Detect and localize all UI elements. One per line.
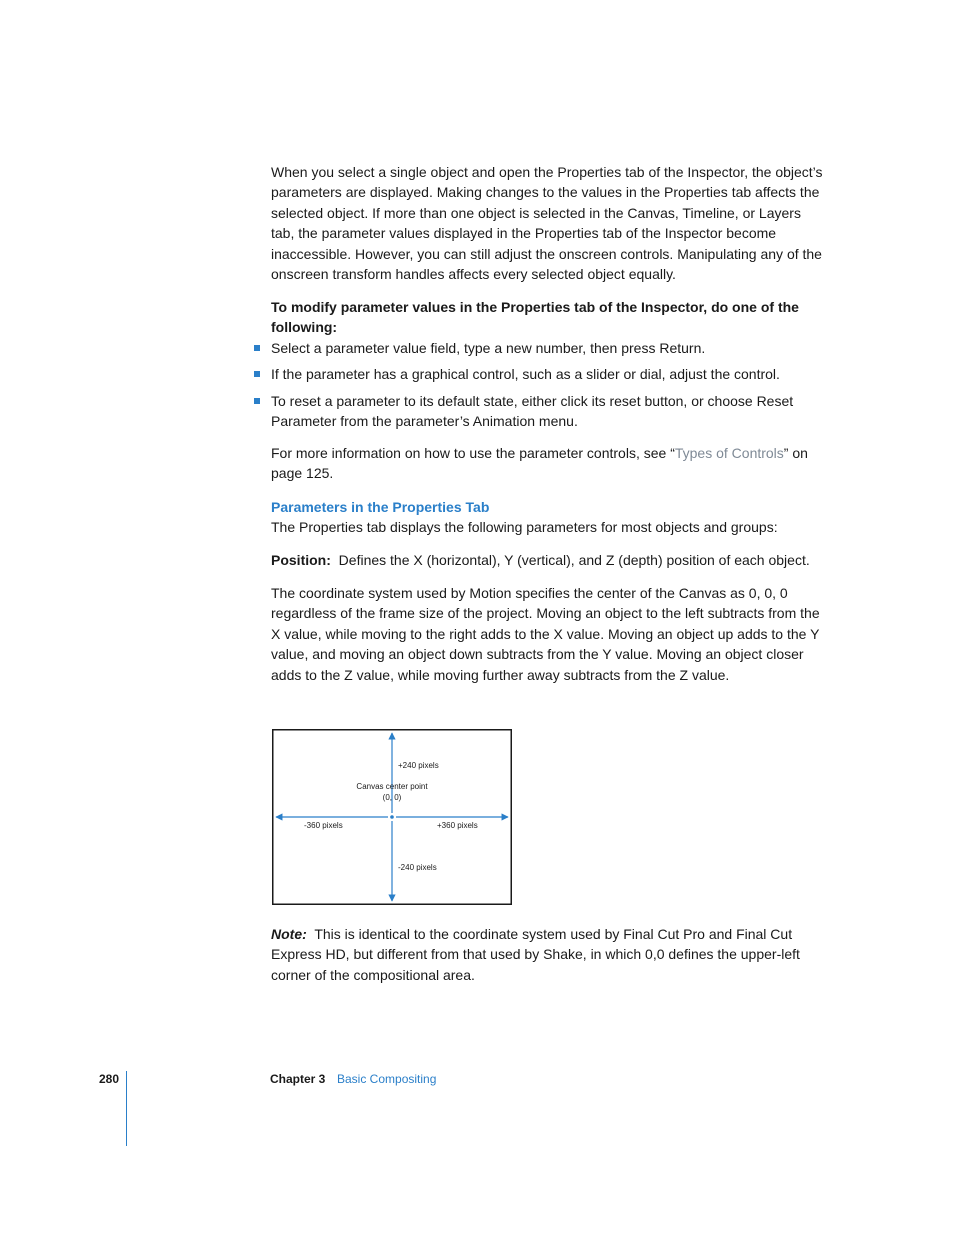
position-term: Position:: [271, 552, 331, 568]
label-center-title: Canvas center point: [356, 782, 428, 791]
task-heading: To modify parameter values in the Properties tab of the Inspector, do one of the following:: [271, 299, 799, 336]
more-info-after: ” on page 125.: [271, 445, 808, 482]
note-text: This is identical to the coordinate system used by Final Cut Pro and Final Cut Express HD, but different from that used by Shake, in which 0,0 defines the upper-left corner of the compositional area.: [271, 926, 800, 983]
more-info-before: For more information on how to use the parameter controls, see “: [271, 445, 675, 461]
label-center-coords: (0, 0): [382, 793, 402, 802]
position-text: Defines the X (horizontal), Y (vertical), and Z (depth) position of each object.: [338, 552, 810, 568]
footer-chapter-title: Basic Compositing: [337, 1072, 437, 1086]
label-left: -360 pixels: [304, 821, 343, 830]
position-definition: [271, 550, 823, 570]
bullet-text: To reset a parameter to its default state, either click its reset button, or choose Reset Parameter from the parameter’s Animation menu.: [271, 393, 794, 430]
bullet-square-icon: [254, 398, 260, 404]
bullet-square-icon: [254, 371, 260, 377]
section-intro: The Properties tab displays the following parameters for most objects and groups:: [271, 519, 778, 535]
center-point: [390, 815, 394, 819]
coordinate-diagram: [272, 729, 512, 905]
bullet-square-icon: [254, 345, 260, 351]
bullet-text: If the parameter has a graphical control, such as a slider or dial, adjust the control.: [271, 366, 780, 382]
coordinate-diagram-svg: [272, 729, 512, 905]
more-info-paragraph: [271, 443, 823, 484]
footer-chapter-label: Chapter 3: [270, 1072, 326, 1086]
label-right: +360 pixels: [437, 821, 478, 830]
bullet-item: [271, 391, 823, 432]
bullet-text: Select a parameter value field, type a new number, then press Return.: [271, 340, 706, 356]
bullet-item: [271, 364, 823, 384]
label-top: +240 pixels: [398, 761, 439, 770]
section-title: Parameters in the Properties Tab: [271, 499, 490, 515]
label-bottom: -240 pixels: [398, 863, 437, 872]
note-paragraph: [271, 924, 823, 985]
types-of-controls-link[interactable]: Types of Controls: [674, 445, 784, 461]
note-term: Note:: [271, 926, 307, 942]
bullet-item: [271, 338, 823, 358]
coordinate-paragraph: The coordinate system used by Motion specifies the center of the Canvas as 0, 0, 0 regardless of the frame size of the project. Moving an object to the left subtracts from the X value, while moving to the right adds to the X value. Moving an object up adds to the Y value, and moving an object down subtracts from the Y value. Moving an object closer adds to the Z value, while moving further away subtracts from the Z value.: [271, 585, 820, 683]
footer-divider: [126, 1071, 127, 1146]
intro-paragraph: When you select a single object and open the Properties tab of the Inspector, the object’s parameters are displayed. Making changes to the values in the Properties tab affects the selected object. If more than one object is selected in the Canvas, Timeline, or Layers tab, the parameter values displayed in the Properties tab of the Inspector become inaccessible. However, you can still adjust the onscreen controls. Manipulating any of the onscreen transform handles affects every selected object equally.: [271, 164, 823, 283]
page-number: 280: [99, 1072, 120, 1086]
